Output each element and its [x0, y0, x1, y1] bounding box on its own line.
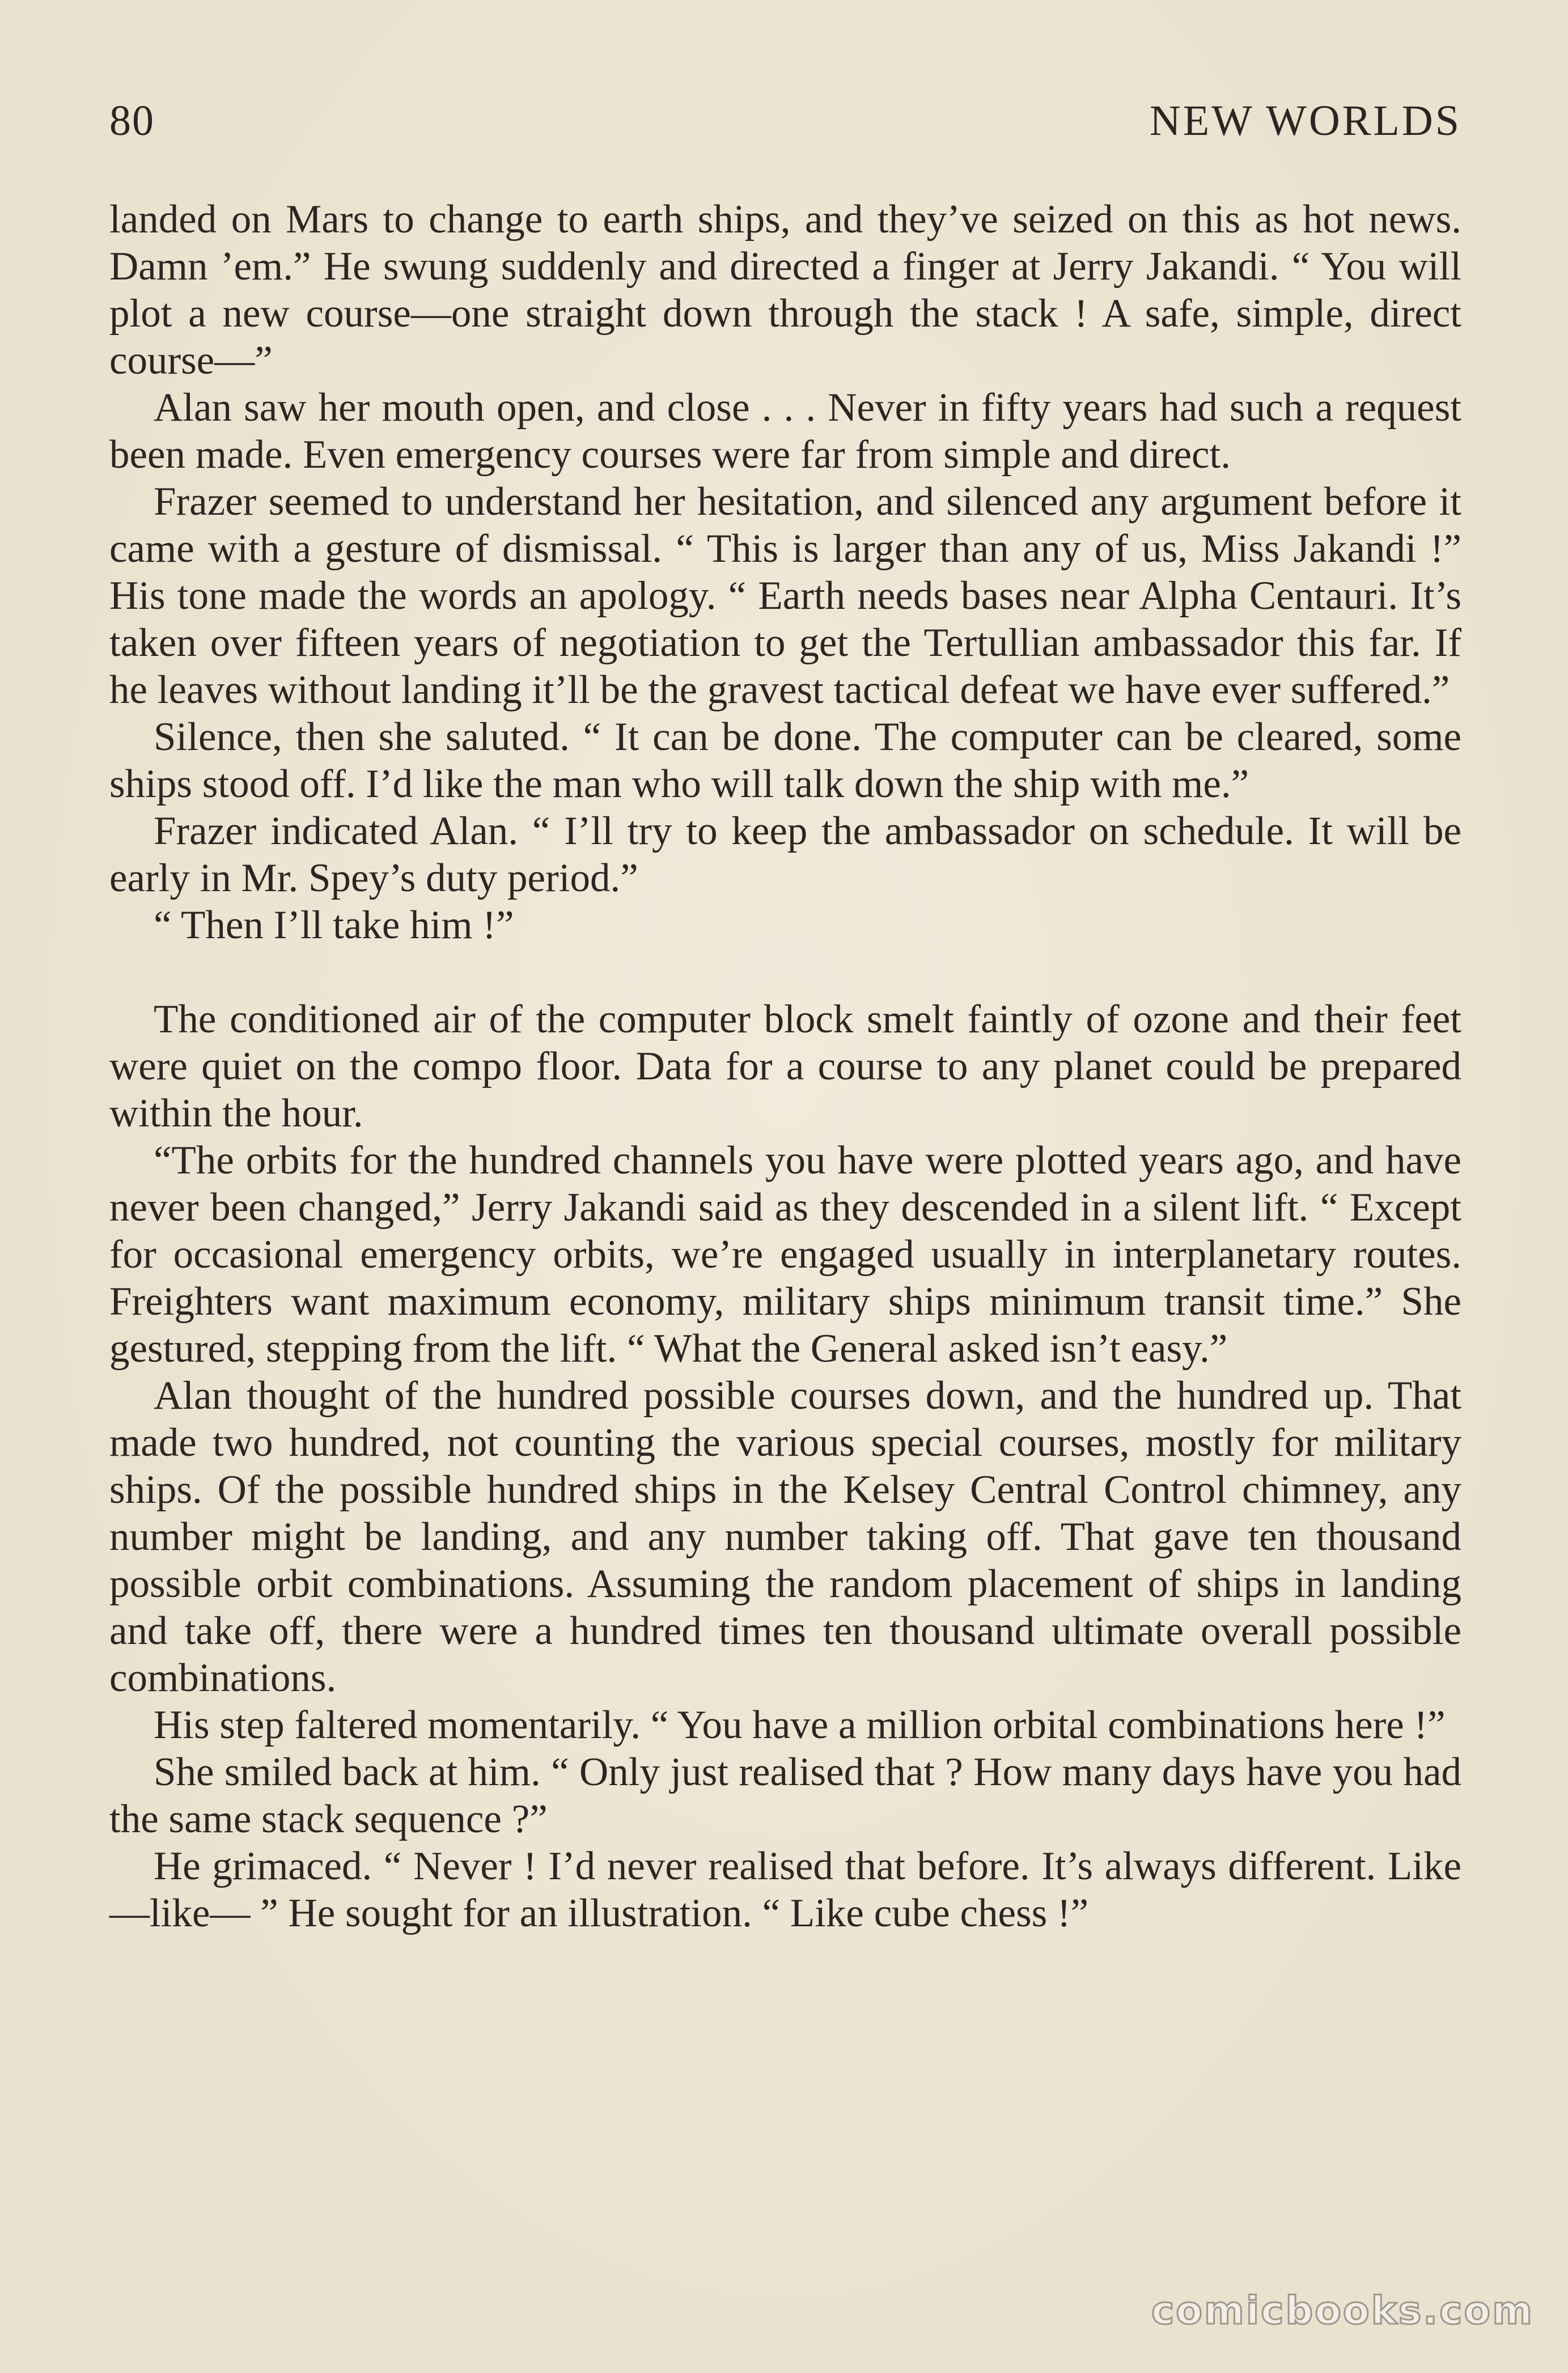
paragraph: Frazer seemed to understand her hesitation, and silenced any argument before it came with a gesture of dismissal. “ This is larger than any of us, Miss Jakandi !” His tone made the words an apology. “ Earth needs bases near Alpha Centauri. It’s taken over fifteen years of negotiation to get the Tertullian ambassador this far. If he leaves without landing it’ll be the gravest tactical defeat we have ever suffered.” [109, 480, 1461, 712]
paragraph: His step faltered momentarily. “ You have a million orbital combinations here !” [154, 1703, 1446, 1747]
text-body [109, 196, 1461, 1937]
paragraph: Alan saw her mouth open, and close . . . Never in fifty years had such a request been made. Even emergency courses were far from simple and direct. [109, 385, 1461, 477]
paragraph: Silence, then she saluted. “ It can be done. The computer can be cleared, some ships stood off. I’d like the man who will talk down the ship with me.” [109, 715, 1461, 806]
running-head: NEW WORLDS [1149, 97, 1461, 145]
paragraph: “ Then I’ll take him !” [154, 903, 514, 947]
watermark: comicbooks.com [1151, 2289, 1534, 2333]
paragraph: She smiled back at him. “ Only just realised that ? How many days have you had the same stack sequence ?” [109, 1750, 1461, 1841]
page-number: 80 [109, 97, 155, 145]
paragraph: “The orbits for the hundred channels you have were plotted years ago, and have never been changed,” Jerry Jakandi said as they descended in a silent lift. “ Except for occasional emergency orbits, we’re engaged usually in interplanetary routes. Freighters want maximum economy, military ships minimum transit time.” She gestured, stepping from the lift. “ What the General asked isn’t easy.” [109, 1138, 1461, 1371]
page-header [109, 96, 1461, 153]
paragraph: Frazer indicated Alan. “ I’ll try to keep the ambassador on schedule. It will be early in Mr. Spey’s duty period.” [109, 809, 1461, 900]
paragraph: Alan thought of the hundred possible courses down, and the hundred up. That made two hundred, not counting the various special courses, mostly for military ships. Of the possible hundred ships in the Kelsey Central Control chimney, any number might be landing, and any number taking off. That gave ten thousand possible orbit combinations. Assuming the random placement of ships in landing and take off, there were a hundred times ten thousand ultimate overall possible combinations. [109, 1374, 1461, 1700]
paragraph-section-start: The conditioned air of the computer block smelt faintly of ozone and their feet were quiet on the compo floor. Data for a course to any planet could be prepared within the hour. [109, 997, 1461, 1135]
paragraph: He grimaced. “ Never ! I’d never realised that before. It’s always different. Like—like— ” He sought for an illustration. “ Like cube chess !” [109, 1844, 1461, 1935]
paragraph: landed on Mars to change to earth ships, and they’ve seized on this as hot news. Damn ’em.” He swung suddenly and directed a finger at Jerry Jakandi. “ You will plot a new course—one straight down through the stack ! A safe, simple, direct course—” [109, 197, 1461, 383]
